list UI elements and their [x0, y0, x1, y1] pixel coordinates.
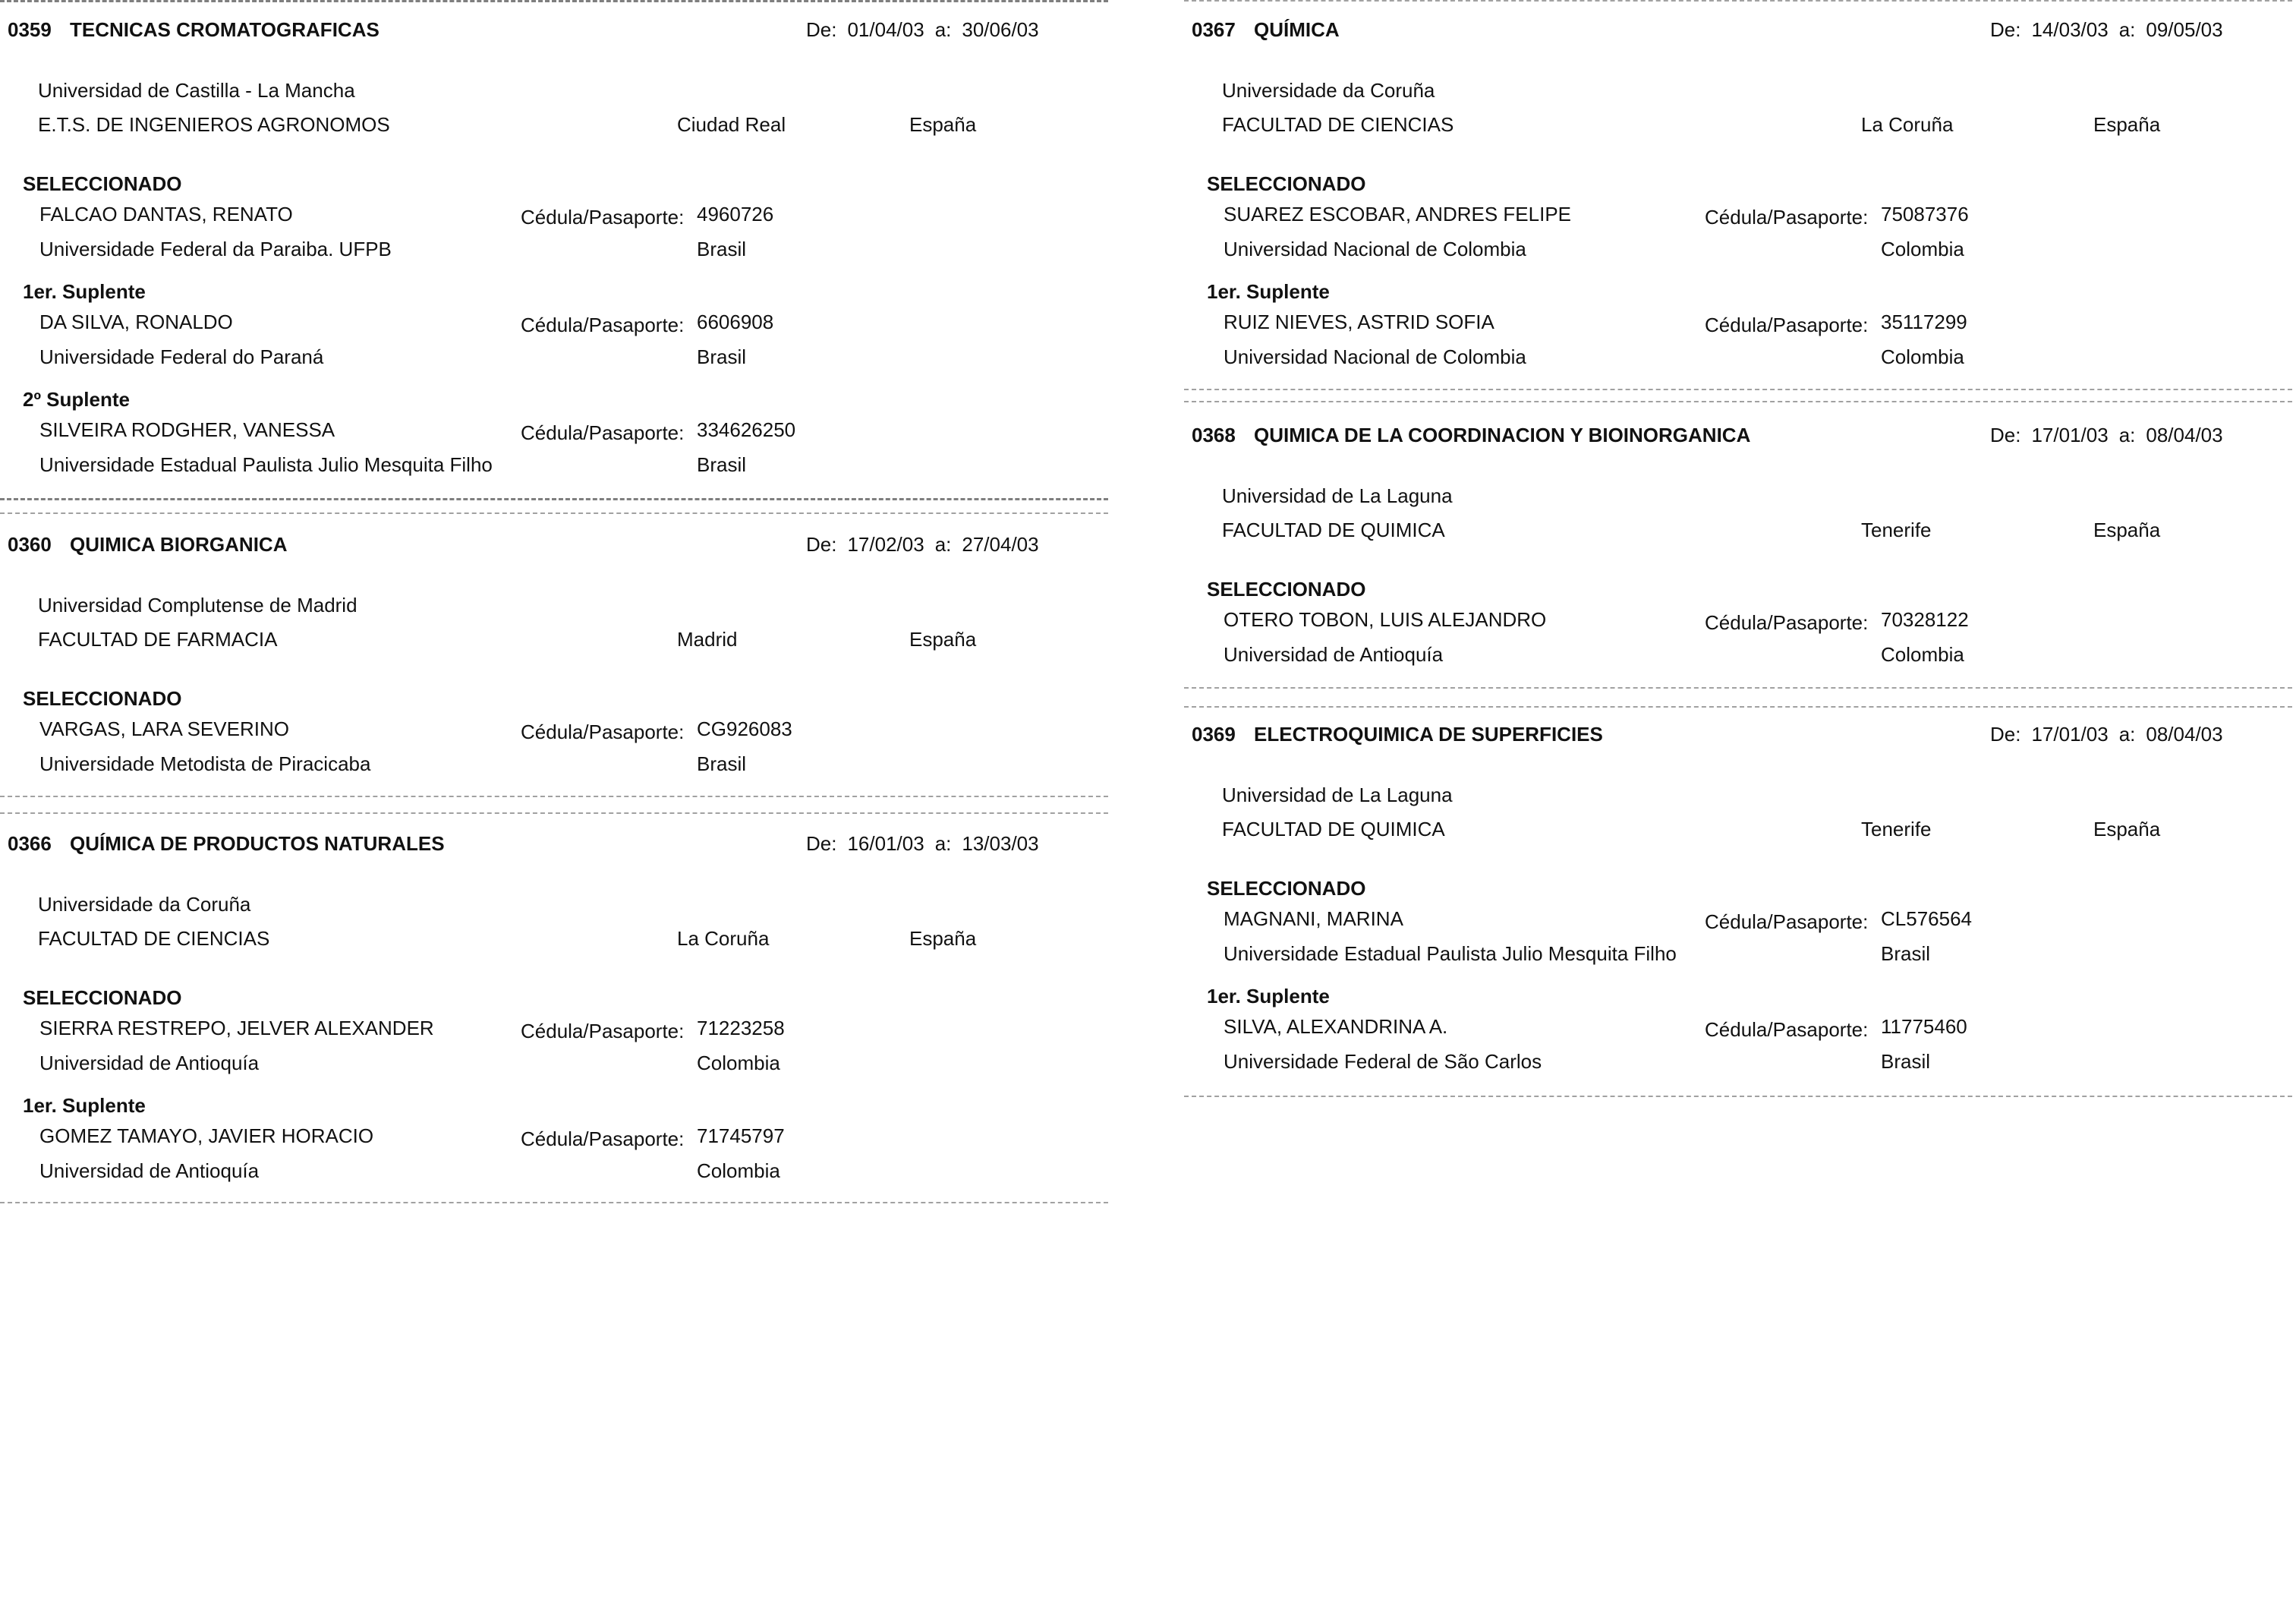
candidate-country: Colombia [697, 1159, 780, 1182]
candidate-name: FALCAO DANTAS, RENATO [39, 203, 293, 225]
course-title: TECNICAS CROMATOGRAFICAS [70, 18, 380, 41]
to-label: a: [2118, 723, 2136, 746]
candidate-country: Brasil [1881, 1050, 1931, 1073]
id-label: Cédula/Pasaporte: [1705, 611, 1869, 634]
host-city: Tenerife [1861, 818, 1932, 840]
candidate-name: SUAREZ ESCOBAR, ANDRES FELIPE [1224, 203, 1572, 225]
candidate-university: Universidade Estadual Paulista Julio Mesquita Filho [1224, 942, 1677, 965]
course-header [1192, 723, 2285, 753]
host-university: Universidade da Coruña [1222, 79, 1435, 102]
course-dates [1990, 723, 2234, 746]
section-divider [1184, 389, 2292, 390]
candidate-university: Universidad de Antioquía [39, 1052, 260, 1074]
host-city: Madrid [677, 628, 738, 651]
course-header [8, 832, 1101, 862]
id-label: Cédula/Pasaporte: [1705, 314, 1869, 336]
candidate-country: Colombia [1881, 345, 1964, 368]
candidate-role: SELECCIONADO [1207, 172, 1366, 195]
host-faculty: FACULTAD DE QUIMICA [1222, 519, 1445, 541]
course-title: QUIMICA DE LA COORDINACION Y BIOINORGANICA [1254, 424, 1751, 446]
to-date: 08/04/03 [2146, 424, 2223, 446]
candidate-name: GOMEZ TAMAYO, JAVIER HORACIO [39, 1124, 374, 1147]
section-divider [0, 512, 1108, 514]
host-university: Universidad de Castilla - La Mancha [38, 79, 355, 102]
section-divider [1184, 687, 2292, 689]
from-label: De: [1990, 424, 2021, 446]
course-code: 0367 [1192, 18, 1236, 41]
from-label: De: [1990, 723, 2021, 746]
course-code: 0360 [8, 533, 52, 556]
host-faculty: E.T.S. DE INGENIEROS AGRONOMOS [38, 113, 390, 136]
course-dates [1990, 424, 2234, 447]
candidate-id: CG926083 [697, 717, 792, 740]
candidate-role: SELECCIONADO [1207, 877, 1366, 900]
candidate-role: 1er. Suplente [23, 1094, 146, 1117]
section-divider [1184, 1096, 2292, 1097]
candidate-role: SELECCIONADO [23, 172, 182, 195]
section-divider [0, 498, 1108, 500]
from-date: 01/04/03 [847, 18, 924, 41]
candidate-id: CL576564 [1881, 907, 1972, 930]
candidate-role: SELECCIONADO [23, 986, 182, 1009]
course-title: ELECTROQUIMICA DE SUPERFICIES [1254, 723, 1603, 746]
host-country: España [909, 628, 977, 651]
course-code: 0366 [8, 832, 52, 855]
course-header [1192, 424, 2285, 454]
candidate-country: Colombia [1881, 643, 1964, 666]
section-divider [1184, 401, 2292, 402]
host-university: Universidad de La Laguna [1222, 784, 1453, 806]
candidate-university: Universidad de Antioquía [39, 1159, 260, 1182]
host-university: Universidad Complutense de Madrid [38, 594, 357, 616]
candidate-university: Universidad Nacional de Colombia [1224, 345, 1526, 368]
to-date: 09/05/03 [2146, 18, 2223, 41]
course-dates [806, 533, 1050, 557]
candidate-name: VARGAS, LARA SEVERINO [39, 717, 289, 740]
candidate-name: SILVEIRA RODGHER, VANESSA [39, 418, 335, 441]
from-date: 16/01/03 [847, 832, 924, 855]
to-date: 08/04/03 [2146, 723, 2223, 746]
course-dates [806, 18, 1050, 42]
id-label: Cédula/Pasaporte: [1705, 206, 1869, 229]
course-dates [806, 832, 1050, 856]
candidate-role: 1er. Suplente [1207, 985, 1330, 1008]
section-divider [0, 796, 1108, 797]
host-city: Ciudad Real [677, 113, 786, 136]
candidate-id: 6606908 [697, 311, 774, 333]
candidate-name: MAGNANI, MARINA [1224, 907, 1403, 930]
course-header [8, 533, 1101, 563]
candidate-name: SIERRA RESTREPO, JELVER ALEXANDER [39, 1017, 434, 1039]
candidate-country: Colombia [1881, 238, 1964, 260]
candidate-role: SELECCIONADO [23, 687, 182, 710]
id-label: Cédula/Pasaporte: [521, 314, 685, 336]
to-label: a: [2118, 18, 2136, 41]
candidate-id: 71223258 [697, 1017, 785, 1039]
candidate-country: Colombia [697, 1052, 780, 1074]
from-date: 14/03/03 [2031, 18, 2109, 41]
host-faculty: FACULTAD DE QUIMICA [1222, 818, 1445, 840]
from-label: De: [806, 533, 837, 556]
candidate-country: Brasil [697, 345, 747, 368]
section-divider [1184, 706, 2292, 708]
host-city: La Coruña [1861, 113, 1954, 136]
course-title: QUÍMICA [1254, 18, 1340, 41]
to-label: a: [934, 832, 952, 855]
candidate-university: Universidade Federal de São Carlos [1224, 1050, 1542, 1073]
section-divider [1184, 0, 2292, 2]
host-faculty: FACULTAD DE CIENCIAS [1222, 113, 1454, 136]
section-divider [0, 812, 1108, 814]
candidate-id: 11775460 [1881, 1015, 1967, 1038]
candidate-role: 1er. Suplente [1207, 280, 1330, 303]
course-title: QUIMICA BIORGANICA [70, 533, 288, 556]
host-country: España [909, 927, 977, 950]
candidate-name: SILVA, ALEXANDRINA A. [1224, 1015, 1448, 1038]
candidate-role: SELECCIONADO [1207, 578, 1366, 601]
course-dates [1990, 18, 2234, 42]
course-header [1192, 18, 2285, 49]
candidate-university: Universidad Nacional de Colombia [1224, 238, 1526, 260]
from-date: 17/01/03 [2031, 424, 2109, 446]
candidate-university: Universidade Estadual Paulista Julio Mesquita Filho [39, 453, 493, 476]
course-code: 0368 [1192, 424, 1236, 446]
to-label: a: [2118, 424, 2136, 446]
candidate-id: 334626250 [697, 418, 796, 441]
to-date: 30/06/03 [962, 18, 1039, 41]
candidate-university: Universidade Metodista de Piracicaba [39, 752, 371, 775]
host-country: España [909, 113, 977, 136]
id-label: Cédula/Pasaporte: [521, 206, 685, 229]
course-code: 0369 [1192, 723, 1236, 746]
candidate-id: 35117299 [1881, 311, 1967, 333]
candidate-id: 4960726 [697, 203, 774, 225]
candidate-role: 1er. Suplente [23, 280, 146, 303]
candidate-university: Universidade Federal do Paraná [39, 345, 324, 368]
from-date: 17/01/03 [2031, 723, 2109, 746]
from-label: De: [1990, 18, 2021, 41]
candidate-role: 2º Suplente [23, 388, 130, 411]
candidate-country: Brasil [1881, 942, 1931, 965]
course-title: QUÍMICA DE PRODUCTOS NATURALES [70, 832, 445, 855]
to-label: a: [934, 533, 952, 556]
id-label: Cédula/Pasaporte: [1705, 910, 1869, 933]
candidate-name: OTERO TOBON, LUIS ALEJANDRO [1224, 608, 1547, 631]
course-code: 0359 [8, 18, 52, 41]
id-label: Cédula/Pasaporte: [521, 721, 685, 743]
host-country: España [2093, 818, 2161, 840]
host-university: Universidade da Coruña [38, 893, 251, 916]
to-date: 27/04/03 [962, 533, 1039, 556]
host-faculty: FACULTAD DE FARMACIA [38, 628, 278, 651]
host-city: La Coruña [677, 927, 770, 950]
to-date: 13/03/03 [962, 832, 1039, 855]
id-label: Cédula/Pasaporte: [521, 1127, 685, 1150]
candidate-country: Brasil [697, 453, 747, 476]
id-label: Cédula/Pasaporte: [521, 1020, 685, 1042]
candidate-university: Universidad de Antioquía [1224, 643, 1444, 666]
host-country: España [2093, 113, 2161, 136]
candidate-id: 75087376 [1881, 203, 1969, 225]
candidate-id: 70328122 [1881, 608, 1969, 631]
candidate-id: 71745797 [697, 1124, 785, 1147]
id-label: Cédula/Pasaporte: [521, 421, 685, 444]
section-divider [0, 0, 1108, 2]
id-label: Cédula/Pasaporte: [1705, 1018, 1869, 1041]
section-divider [0, 1202, 1108, 1203]
candidate-country: Brasil [697, 752, 747, 775]
host-country: España [2093, 519, 2161, 541]
from-date: 17/02/03 [847, 533, 924, 556]
to-label: a: [934, 18, 952, 41]
host-university: Universidad de La Laguna [1222, 484, 1453, 507]
course-header [8, 18, 1101, 49]
candidate-university: Universidade Federal da Paraiba. UFPB [39, 238, 392, 260]
candidate-country: Brasil [697, 238, 747, 260]
from-label: De: [806, 832, 837, 855]
host-faculty: FACULTAD DE CIENCIAS [38, 927, 270, 950]
candidate-name: RUIZ NIEVES, ASTRID SOFIA [1224, 311, 1494, 333]
from-label: De: [806, 18, 837, 41]
candidate-name: DA SILVA, RONALDO [39, 311, 233, 333]
host-city: Tenerife [1861, 519, 1932, 541]
